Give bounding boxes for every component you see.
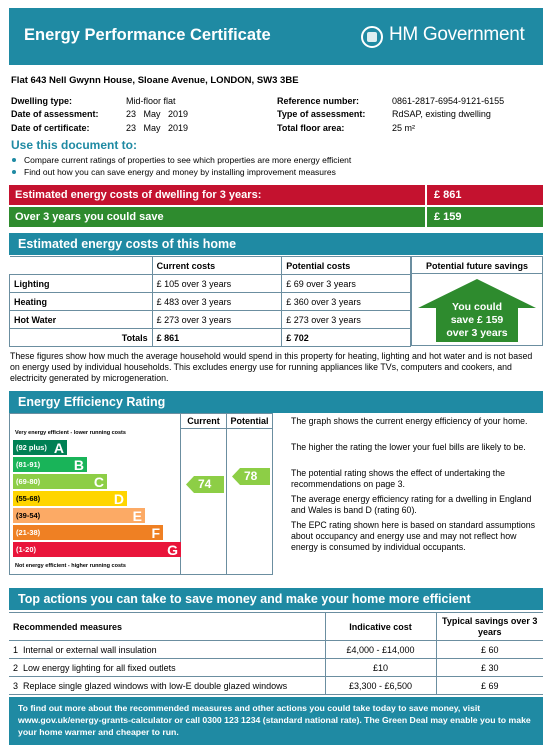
- totals-potential: £ 702: [282, 329, 411, 347]
- measure-number: 2: [13, 662, 19, 673]
- eer-potential-header: Potential: [227, 414, 272, 429]
- eer-paragraph: The potential rating shows the effect of undertaking the recommendations on page 3.: [291, 468, 506, 489]
- property-address: Flat 643 Nell Gwynn House, Sloane Avenue, LONDON, SW3 3BE: [11, 75, 299, 86]
- eer-band-letter: F: [151, 525, 160, 541]
- eer-potential-column: [227, 413, 273, 575]
- eer-top-caption: Very energy efficient - lower running costs: [15, 430, 126, 436]
- use-document-title: Use this document to:: [11, 138, 138, 152]
- assessment-type-value: RdSAP, existing dwelling: [392, 109, 491, 119]
- table-header-empty: [10, 257, 153, 275]
- eer-band-range: (1-20): [16, 545, 37, 554]
- row-potential: £ 69 over 3 years: [282, 275, 411, 293]
- savings-label: Over 3 years you could save: [15, 211, 164, 223]
- cost-table: [9, 256, 411, 347]
- bar-divider: [425, 207, 427, 227]
- eer-paragraph: The graph shows the current energy efficiency of your home.: [291, 416, 528, 426]
- footer-banner: [9, 697, 543, 745]
- measure-cell: [9, 659, 325, 677]
- eer-current-column: [181, 413, 227, 575]
- measure-text: Low energy lighting for all fixed outlets: [23, 662, 176, 673]
- savings-arrow-line: save £ 159: [450, 314, 504, 326]
- eer-band-range: (55-68): [16, 494, 41, 503]
- eer-band-e: [13, 508, 145, 523]
- footer-text: To find out more about the recommended measures and other actions you could take today to save money, visit www.gov.uk/energy-grants-calculator or call 0300 123 1234 (standard national rate). The Green Deal may enable you to make your home warmer and cheaper to run.: [18, 703, 531, 737]
- table-row: [9, 659, 543, 677]
- eer-bottom-caption: Not energy efficient - higher running costs: [15, 563, 126, 569]
- date-assessment-label: Date of assessment:: [11, 109, 99, 119]
- row-current: £ 273 over 3 years: [152, 311, 282, 329]
- eer-section-title: Energy Efficiency Rating: [18, 395, 166, 409]
- saving-cell: £ 30: [436, 659, 543, 677]
- eer-band-letter: C: [93, 474, 104, 490]
- saving-cell: £ 69: [436, 677, 543, 695]
- table-row: [10, 275, 411, 293]
- table-row: [10, 293, 411, 311]
- measure-text: Internal or external wall insulation: [23, 644, 157, 655]
- bar-divider: [425, 185, 427, 205]
- savings-bar: [9, 207, 543, 227]
- reference-value: 0861-2817-6954-9121-6155: [392, 96, 505, 106]
- row-current: £ 105 over 3 years: [152, 275, 282, 293]
- potential-future-savings-box: [411, 274, 543, 346]
- actions-table: [9, 612, 543, 695]
- header-cost: Indicative cost: [325, 613, 436, 641]
- assessment-type-label: Type of assessment:: [277, 109, 366, 119]
- eer-band-range: (92 plus): [16, 443, 47, 452]
- header-measures: Recommended measures: [9, 613, 325, 641]
- row-label: Heating: [10, 293, 153, 311]
- date-certificate-value: 23 May 2019: [126, 123, 189, 133]
- eer-band-range: (21-38): [16, 528, 41, 537]
- dwelling-type-label: Dwelling type:: [11, 96, 73, 106]
- dwelling-type-value: Mid-floor flat: [126, 96, 176, 106]
- potential-rating-value: 78: [244, 469, 258, 483]
- table-row: [10, 311, 411, 329]
- eer-band-letter: A: [53, 440, 64, 456]
- costs-note: These figures show how much the average household would spend in this property for heating, lighting and hot water and is not based on energy used by individual households. This excludes energy use for running appliances like TVs, computers and cookers, and electricity generated by microgeneration.: [10, 351, 533, 383]
- saving-cell: £ 60: [436, 641, 543, 659]
- row-label: Lighting: [10, 275, 153, 293]
- row-potential: £ 273 over 3 years: [282, 311, 411, 329]
- header-savings: Typical savings over 3 years: [436, 613, 543, 641]
- estimated-cost-label: Estimated energy costs of dwelling for 3 years:: [15, 189, 262, 201]
- cost-cell: £3,300 - £6,500: [325, 677, 436, 695]
- table-header-potential: Potential costs: [282, 257, 411, 275]
- actions-section-header: [9, 588, 543, 610]
- eer-band-a: [13, 440, 67, 455]
- eer-band-range: (69-80): [16, 477, 41, 486]
- eer-band-b: [13, 457, 87, 472]
- row-label: Hot Water: [10, 311, 153, 329]
- savings-arrow-line: You could: [452, 301, 502, 313]
- eer-paragraph: The higher the rating the lower your fuel bills are likely to be.: [291, 442, 526, 452]
- estimated-cost-bar: [9, 185, 543, 205]
- eer-current-header: Current: [181, 414, 226, 429]
- eer-paragraph: The EPC rating shown here is based on standard assumptions about occupancy and energy use and may not reflect how energy is consumed by individual occupants.: [291, 520, 536, 552]
- eer-section-header: [9, 391, 543, 413]
- costs-section-header: [9, 233, 543, 255]
- table-header-current: Current costs: [152, 257, 282, 275]
- totals-label: Totals: [10, 329, 153, 347]
- table-header-row: [10, 257, 411, 275]
- measure-cell: [9, 677, 325, 695]
- use-bullet: Find out how you can save energy and money by installing improvement measures: [24, 167, 336, 177]
- cost-cell: £10: [325, 659, 436, 677]
- date-assessment-value: 23 May 2019: [126, 109, 189, 119]
- eer-band-c: [13, 474, 107, 489]
- eer-band-f: [13, 525, 163, 540]
- bullet-icon: [12, 170, 16, 174]
- measure-number: 1: [13, 644, 19, 655]
- floor-area-label: Total floor area:: [277, 123, 345, 133]
- costs-section-title: Estimated energy costs of this home: [18, 237, 237, 251]
- measure-text: Replace single glazed windows with low-E double glazed windows: [23, 680, 288, 691]
- estimated-cost-value: £ 861: [434, 189, 462, 201]
- date-certificate-label: Date of certificate:: [11, 123, 90, 133]
- cost-cell: £4,000 - £14,000: [325, 641, 436, 659]
- savings-arrow-text: [412, 301, 542, 340]
- totals-current: £ 861: [152, 329, 282, 347]
- eer-band-letter: G: [167, 542, 178, 558]
- eer-band-range: (39-54): [16, 511, 41, 520]
- eer-paragraph: The average energy efficiency rating for a dwelling in England and Wales is band D (rating 60).: [291, 494, 532, 515]
- table-row: [9, 641, 543, 659]
- eer-band-range: (81-91): [16, 460, 41, 469]
- savings-value: £ 159: [434, 211, 462, 223]
- bullet-icon: [12, 158, 16, 162]
- crest-icon: [361, 26, 383, 48]
- potential-rating-arrow: [232, 468, 270, 485]
- savings-arrow-line: over 3 years: [446, 327, 508, 339]
- eer-band-d: [13, 491, 127, 506]
- eer-band-letter: D: [113, 491, 124, 507]
- eer-band-letter: E: [132, 508, 142, 524]
- current-rating-value: 74: [198, 477, 212, 491]
- reference-label: Reference number:: [277, 96, 360, 106]
- table-header-row: [9, 613, 543, 641]
- actions-section-title: Top actions you can take to save money and make your home more efficient: [18, 592, 471, 606]
- page-title: Energy Performance Certificate: [24, 26, 271, 44]
- row-potential: £ 360 over 3 years: [282, 293, 411, 311]
- floor-area-value: 25 m²: [392, 123, 416, 133]
- hm-government-logo: HM Government: [389, 24, 525, 45]
- use-bullet: Compare current ratings of properties to see which properties are more energy efficient: [24, 155, 352, 165]
- potential-future-savings-header: Potential future savings: [411, 256, 543, 274]
- measure-cell: [9, 641, 325, 659]
- totals-row: [10, 329, 411, 347]
- table-row: [9, 677, 543, 695]
- eer-chart: [9, 413, 181, 575]
- eer-band-g: [13, 542, 181, 557]
- row-current: £ 483 over 3 years: [152, 293, 282, 311]
- measure-number: 3: [13, 680, 19, 691]
- eer-band-letter: B: [73, 457, 84, 473]
- current-rating-arrow: [186, 476, 224, 493]
